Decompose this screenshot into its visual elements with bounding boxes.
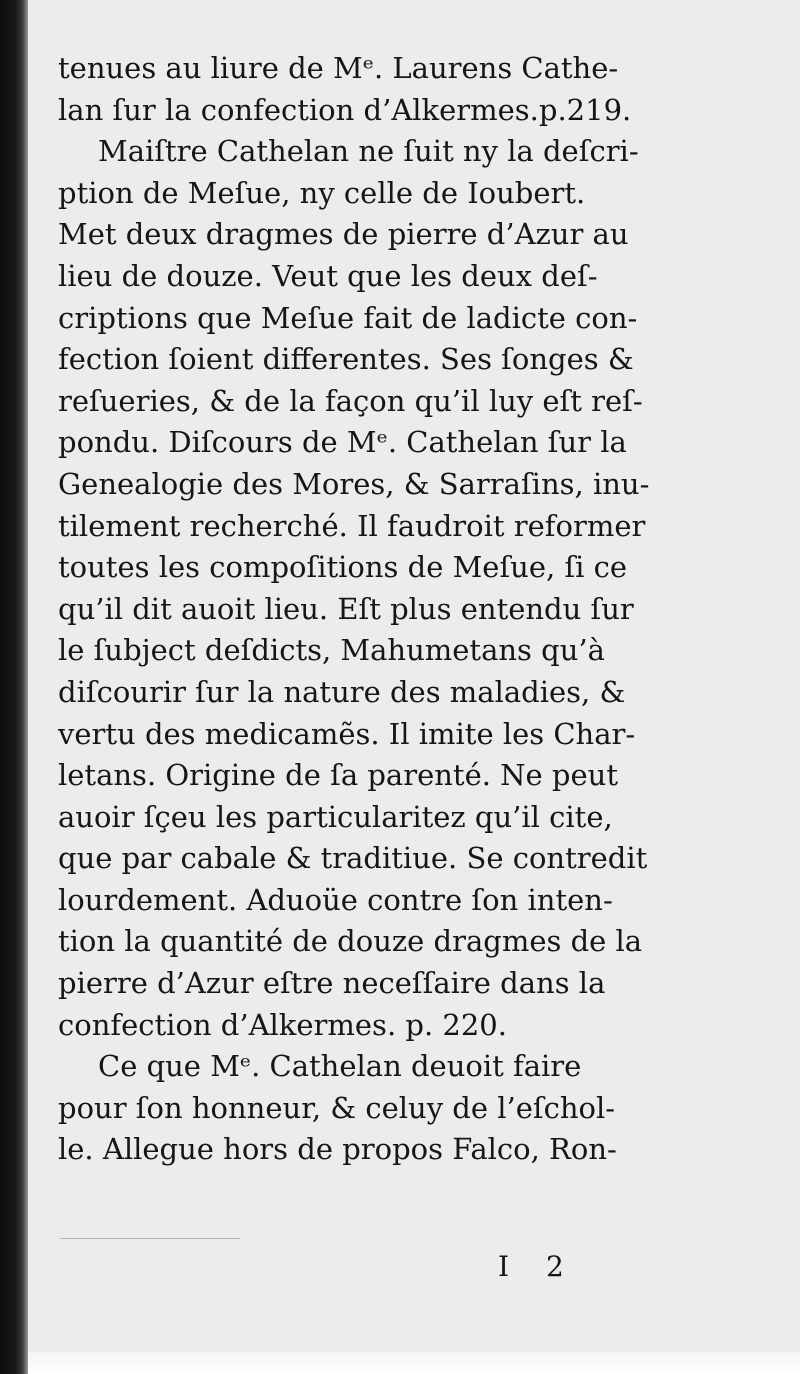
signature-mark: I 2 xyxy=(498,1250,578,1283)
text-line: pour ſon honneur, & celuy de l’eſchol- xyxy=(58,1090,616,1125)
text-line: vertu des medicamẽs. Il imite les Char- xyxy=(58,716,636,751)
text-line: confection d’Alkermes. p. 220. xyxy=(58,1007,507,1042)
binding-shadow xyxy=(0,0,28,1374)
text-line: le ſubject deſdicts, Mahumetans qu’à xyxy=(58,633,605,668)
faint-rule xyxy=(60,1238,240,1239)
text-line: lieu de douze. Veut que les deux deſ- xyxy=(58,258,598,293)
text-line: ption de Meſue, ny celle de Ioubert. xyxy=(58,175,586,210)
text-line: que par cabale & traditiue. Se contredit xyxy=(58,841,648,876)
text-line: lan ſur la confection d’Alkermes.p.219. xyxy=(58,92,632,127)
page-bottom-edge xyxy=(28,1352,800,1374)
text-line: pierre d’Azur eſtre neceſſaire dans la xyxy=(58,966,606,1001)
text-line: Met deux dragmes de pierre d’Azur au xyxy=(58,217,629,252)
text-line: auoir ſçeu les particularitez qu’il cite, xyxy=(58,799,613,834)
text-line: toutes les compoſitions de Meſue, ſi ce xyxy=(58,550,628,585)
text-line: qu’il dit auoit lieu. Eſt plus entendu ſur xyxy=(58,591,634,626)
text-line: fection ſoient differentes. Ses ſonges & xyxy=(58,342,634,377)
body-text xyxy=(58,48,703,1171)
text-line: tilement recherché. Il faudroit reformer xyxy=(58,508,646,543)
text-line: reſueries, & de la façon qu’il luy eſt reſ- xyxy=(58,383,643,418)
text-line: letans. Origine de ſa parenté. Ne peut xyxy=(58,758,618,793)
text-line: criptions que Meſue fait de ladicte con- xyxy=(58,300,638,335)
text-line: lourdement. Aduoüe contre ſon inten- xyxy=(58,882,613,917)
text-line: tion la quantité de douze dragmes de la xyxy=(58,924,643,959)
text-line: le. Allegue hors de propos Falco, Ron- xyxy=(58,1132,617,1167)
text-line: Genealogie des Mores, & Sarraſins, inu- xyxy=(58,466,650,501)
text-line: diſcourir ſur la nature des maladies, & xyxy=(58,674,626,709)
text-line: pondu. Diſcours de Mᵉ. Cathelan ſur la xyxy=(58,425,627,460)
text-line: tenues au liure de Mᵉ. Laurens Cathe- xyxy=(58,51,619,85)
text-line-paragraph-start: Ce que Mᵉ. Cathelan deuoit faire xyxy=(98,1049,582,1084)
text-line-paragraph-start: Maiſtre Cathelan ne ſuit ny la deſcri- xyxy=(98,134,639,169)
